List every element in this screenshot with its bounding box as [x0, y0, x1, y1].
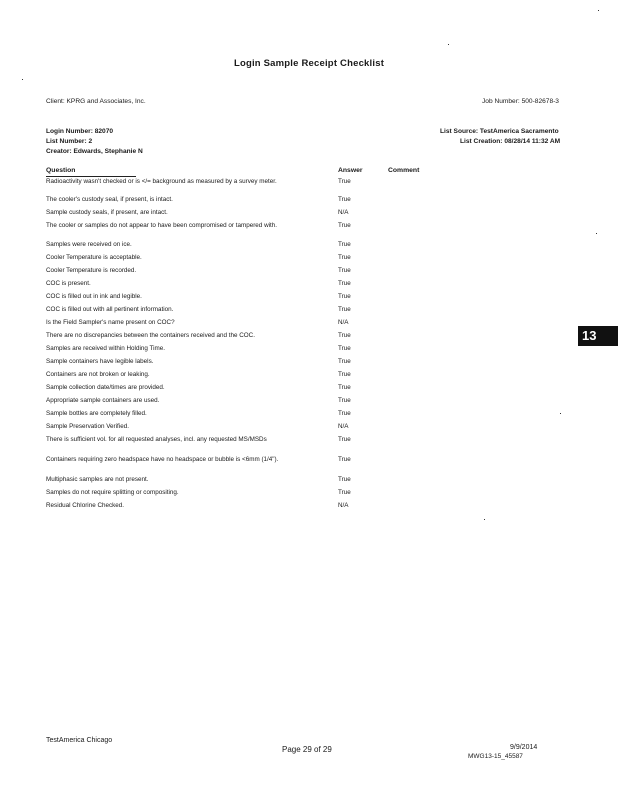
table-row	[46, 178, 386, 196]
scan-speck	[560, 413, 561, 414]
page-title: Login Sample Receipt Checklist	[233, 58, 385, 69]
question-text: Samples do not require splitting or compositing.	[46, 489, 179, 496]
question-text: Residual Chlorine Checked.	[46, 502, 125, 509]
scan-speck	[22, 79, 23, 80]
table-row	[46, 319, 386, 332]
answer-text: True	[338, 306, 351, 313]
table-row	[46, 371, 386, 384]
answer-text: True	[338, 456, 351, 463]
checklist-table	[46, 178, 386, 515]
answer-text: True	[338, 241, 351, 248]
answer-text: N/A	[338, 319, 349, 326]
answer-text: True	[338, 178, 351, 185]
question-text: Samples are received within Holding Time.	[46, 345, 165, 352]
answer-text: True	[338, 384, 351, 391]
answer-text: True	[338, 332, 351, 339]
answer-text: True	[338, 222, 351, 229]
question-text: Sample Preservation Verified.	[46, 423, 129, 430]
question-text: There are no discrepancies between the containers received and the COC.	[46, 332, 255, 339]
question-text: Sample bottles are completely filled.	[46, 410, 147, 417]
table-row	[46, 456, 386, 476]
table-row	[46, 358, 386, 371]
answer-text: True	[338, 358, 351, 365]
table-row	[46, 410, 386, 423]
list-number: List Number: 2	[46, 138, 93, 145]
question-text: Sample custody seals, if present, are intact.	[46, 209, 168, 216]
answer-text: N/A	[338, 502, 349, 509]
scan-speck	[484, 519, 485, 520]
question-text: COC is filled out in ink and legible.	[46, 293, 142, 300]
list-creation: List Creation: 08/28/14 11:32 AM	[460, 138, 561, 145]
answer-text: True	[338, 436, 351, 443]
table-row	[46, 332, 386, 345]
answer-text: True	[338, 254, 351, 261]
question-text: COC is filled out with all pertinent information.	[46, 306, 174, 313]
footer-company: TestAmerica Chicago	[46, 737, 113, 744]
table-row	[46, 196, 386, 209]
question-text: Multiphasic samples are not present.	[46, 476, 149, 483]
answer-text: N/A	[338, 423, 349, 430]
creator: Creator: Edwards, Stephanie N	[46, 148, 143, 155]
column-header-question: Question	[46, 167, 76, 174]
table-row	[46, 241, 386, 254]
column-header-answer: Answer	[338, 167, 363, 174]
table-row	[46, 476, 386, 489]
table-row	[46, 267, 386, 280]
answer-text: True	[338, 345, 351, 352]
job-number: Job Number: 500-82678-3	[482, 98, 559, 105]
question-text: Appropriate sample containers are used.	[46, 397, 160, 404]
question-text: Samples were received on ice.	[46, 241, 132, 248]
scan-speck	[596, 233, 597, 234]
question-text: Sample collection date/times are provided.	[46, 384, 165, 391]
table-row	[46, 254, 386, 267]
login-number: Login Number: 82070	[46, 128, 114, 135]
table-row	[46, 384, 386, 397]
table-row	[46, 209, 386, 222]
header-underline	[46, 176, 136, 177]
table-row	[46, 345, 386, 358]
answer-text: True	[338, 293, 351, 300]
answer-text: True	[338, 410, 351, 417]
question-text: COC is present.	[46, 280, 91, 287]
table-row	[46, 280, 386, 293]
question-text: Is the Field Sampler's name present on COC?	[46, 319, 175, 326]
table-row	[46, 489, 386, 502]
table-row	[46, 293, 386, 306]
question-text: Cooler Temperature is recorded.	[46, 267, 137, 274]
table-row	[46, 306, 386, 319]
footer-document-id: MWG13-15_45587	[468, 753, 523, 760]
table-row	[46, 222, 386, 241]
answer-text: True	[338, 280, 351, 287]
table-row	[46, 502, 386, 515]
scan-speck	[598, 10, 599, 11]
question-text: Cooler Temperature is acceptable.	[46, 254, 142, 261]
table-row	[46, 397, 386, 410]
table-row	[46, 423, 386, 436]
answer-text: N/A	[338, 209, 349, 216]
question-text: Containers requiring zero headspace have no headspace or bubble is <6mm (1/4").	[46, 456, 279, 463]
footer-page-number: Page 29 of 29	[282, 745, 332, 754]
table-row	[46, 436, 386, 456]
answer-text: True	[338, 476, 351, 483]
column-header-comment: Comment	[388, 167, 420, 174]
answer-text: True	[338, 371, 351, 378]
section-tab: 13	[578, 326, 618, 346]
answer-text: True	[338, 397, 351, 404]
answer-text: True	[338, 196, 351, 203]
scan-speck	[448, 44, 449, 45]
question-text: Containers are not broken or leaking.	[46, 371, 150, 378]
footer-date: 9/9/2014	[510, 744, 538, 751]
question-text: The cooler's custody seal, if present, is intact.	[46, 196, 173, 203]
question-text: Radioactivity wasn't checked or is </= background as measured by a survey meter.	[46, 178, 277, 185]
question-text: Sample containers have legible labels.	[46, 358, 154, 365]
answer-text: True	[338, 267, 351, 274]
client-name: Client: KPRG and Associates, Inc.	[46, 98, 146, 105]
question-text: There is sufficient vol. for all requested analyses, incl. any requested MS/MSDs	[46, 436, 267, 443]
question-text: The cooler or samples do not appear to have been compromised or tampered with.	[46, 222, 278, 229]
answer-text: True	[338, 489, 351, 496]
list-source: List Source: TestAmerica Sacramento	[440, 128, 559, 135]
